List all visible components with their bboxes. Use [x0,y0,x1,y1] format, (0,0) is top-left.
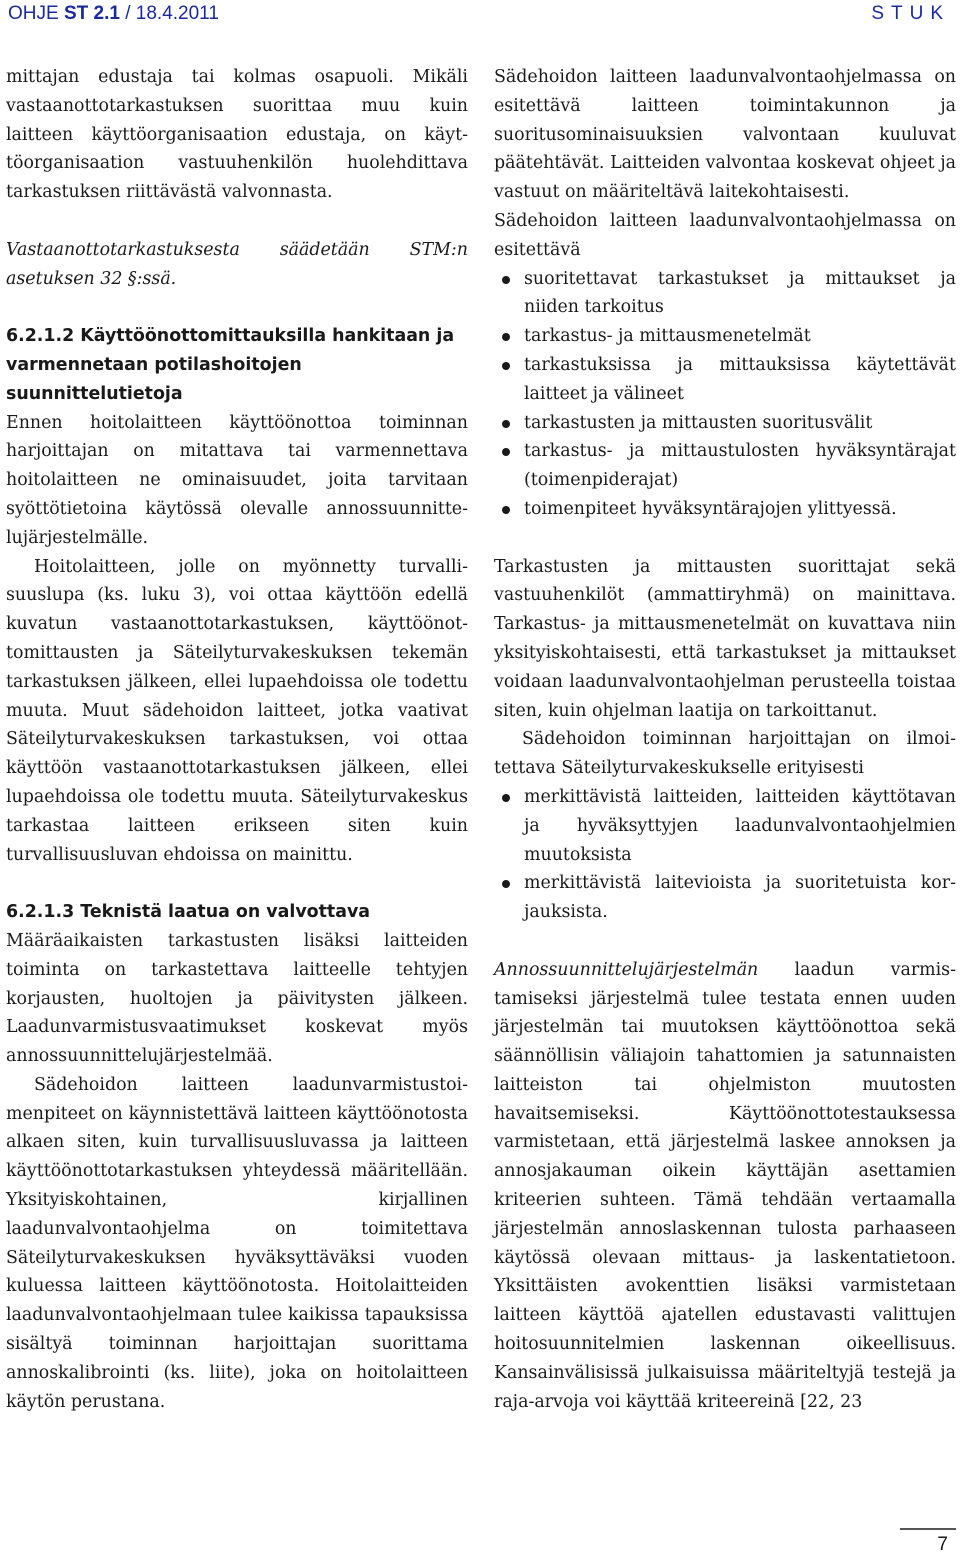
paragraph: Ennen hoitolaitteen käyttöönottoa toiminnan harjoittajan on mitattava tai varmennettava hoitolaitteen ne ominaisuudet, joita tarvitaan syöttötietoina käytössä olevalle annossuunnittelujärjestelmälle. [6,412,468,548]
issue-separator: / [119,3,136,24]
legal-note: Vastaanottotarkastuksesta säädetään STM:n asetuksen 32 §:ssä. [6,239,468,289]
bullet-list [494,783,956,927]
list-item-text: tarkastusten ja mittausten suoritusvälit [524,412,873,433]
paragraph: Sädehoidon laitteen laadunvarmistustoimenpiteet on käynnistettävä laitteen käyttöönotosta alkaen siten, kuin turvallisuusluvassa ja laitteen käyttöönottotarkastuksen yhteydessä määritellään. Yksityiskohtainen, kirjallinen laadunvalvontaohjelma on toimitettava Säteilyturvakeskuksen hyväksyttäväksi vuoden kuluessa laitteen käyttöönotosta. Hoitolaitteiden laadunvalvontaohjelmaan tulee kaikissa tapauksissa sisältyä toiminnan harjoittajan suorittama annoskalibrointi (ks. liite), joka on hoitolaitteen käytön perustana. [6,1074,468,1412]
list-item-text: suoritettavat tarkastukset ja mittaukset ja niiden tarkoitus [524,268,956,318]
doc-code: ST 2.1 [63,3,120,24]
section-heading: 6.2.1.2 Käyttöönottomittauksilla hankitaan ja varmennetaan potilashoitojen suunnittelutietoja [6,326,455,404]
paragraph [494,956,956,1417]
defined-term: Annossuunnittelujärjestelmän [494,959,759,980]
list-item [494,783,956,869]
paragraph: Määräaikaisten tarkastusten lisäksi laitteiden toiminta on tarkastettava laitteelle tehtyjen korjausten, huoltojen ja päivitysten jälkeen. Laadunvarmistusvaatimukset koskevat myös annossuunnittelujärjestelmää. [6,930,468,1067]
list-item [494,322,956,351]
bullet-icon [502,506,510,514]
bullet-icon [502,276,510,284]
page-number: 7 [937,1534,948,1555]
paragraph-text: laadun varmistamiseksi järjestelmä tulee testata ennen uuden järjestelmän tai muutoksen käyttöönottoa sekä säännöllisin väliajoin tahattomien ja satunnaisten laitteiston tai ohjelmiston muutosten havaitsemiseksi. Käyttöönottotestauksessa varmistetaan, että järjestelmä laskee annoksen ja annosjakauman oikein käyttäjän asettamien kriteerien suhteen. Tämä tehdään vertaamalla järjestelmän annoslaskennan tulosta parhaaseen käytössä olevaan mittaus- ja laskentatietoon. Yksittäisten avokenttien lisäksi varmistetaan laitteen käyttöä ajatellen edustavasti valittujen hoitosuunnitelmien laskennan oikeellisuus. Kansainvälisissä julkaisuissa määriteltyjä testejä ja raja-arvoja voi käyttää kriteereinä [22, 23 [494,959,956,1412]
right-column [494,63,956,1416]
bullet-icon [502,794,510,802]
page-header [0,0,960,28]
bullet-icon [502,880,510,888]
issue-date: 18.4.2011 [135,3,219,24]
paragraph: Tarkastusten ja mittausten suorittajat sekä vastuuhenkilöt (ammattiryhmä) on mainittava. Tarkastus- ja mittausmenetelmät on kuvattava niin yksityiskohtaisesti, että tarkastukset ja mittaukset voidaan laadunvalvontaohjelman perusteella toistaa siten, kuin ohjelman laatija on tarkoittanut. [494,556,956,721]
list-item [494,265,956,323]
list-item [494,495,956,524]
left-column [6,63,468,1416]
list-item-text: toimenpiteet hyväksyntärajojen ylittyessä. [524,498,897,519]
header-doc-id [8,0,219,28]
bullet-icon [502,362,510,370]
footer-rule [900,1528,956,1530]
paragraph: mittajan edustaja tai kolmas osapuoli. Mikäli vastaanottotarkastuksen suorittaa muu kuin laitteen käyttöorganisaation edustaja, on käyttöorganisaation vastuuhenkilön huolehdittava tarkastuksen riittävästä valvonnasta. [6,67,468,203]
org-name: STUK [871,3,950,24]
list-item [494,869,956,927]
list-item-text: tarkastus- ja mittausmenetelmät [524,326,811,347]
bullet-list [494,265,956,524]
bullet-icon [502,448,510,456]
list-item-text: tarkastus- ja mittaustulosten hyväksyntärajat (toimenpiderajat) [524,441,956,491]
doc-label: OHJE [8,3,64,24]
list-item-text: merkittävistä laitteiden, laitteiden käyttötavan ja hyväksyttyjen laadunvalvontaohjelmien muutoksista [524,786,956,865]
paragraph: Sädehoidon toiminnan harjoittajan on ilmoitettava Säteilyturvakeskukselle erityisesti [494,729,956,779]
list-item [494,351,956,409]
bullet-icon [502,420,510,428]
section-heading: 6.2.1.3 Teknistä laatua on valvottava [6,902,371,923]
list-item [494,409,956,438]
paragraph: Sädehoidon laitteen laadunvalvontaohjelmassa on esitettävä [494,210,956,260]
list-item-text: tarkastuksissa ja mittauksissa käytettävät laitteet ja välineet [524,354,956,404]
bullet-icon [502,333,510,341]
list-item [494,437,956,495]
list-item-text: merkittävistä laitevioista ja suoritetuista korjauksista. [524,873,956,923]
paragraph: Sädehoidon laitteen laadunvalvontaohjelmassa on esitettävä laitteen toimintakunnon ja suoritusominaisuuksien valvontaan kuuluvat päätehtävät. Laitteiden valvontaa koskevat ohjeet ja vastuut on määriteltävä laitekohtaisesti. [494,67,956,203]
paragraph: Hoitolaitteen, jolle on myönnetty turvallisuuslupa (ks. luku 3), voi ottaa käyttöön edellä kuvatun vastaanottotarkastuksen, käyttöönottomittausten ja Säteilyturvakeskuksen tekemän tarkastuksen jälkeen, ellei lupaehdoissa ole todettu muuta. Muut sädehoidon laitteet, jotka vaativat Säteilyturvakeskuksen tarkastuksen, voi ottaa käyttöön vastaanottotarkastuksen jälkeen, ellei lupaehdoissa ole todettu muuta. Säteilyturvakeskus tarkastaa laitteen erikseen siten kuin turvallisuusluvan ehdoissa on mainittu. [6,556,468,865]
